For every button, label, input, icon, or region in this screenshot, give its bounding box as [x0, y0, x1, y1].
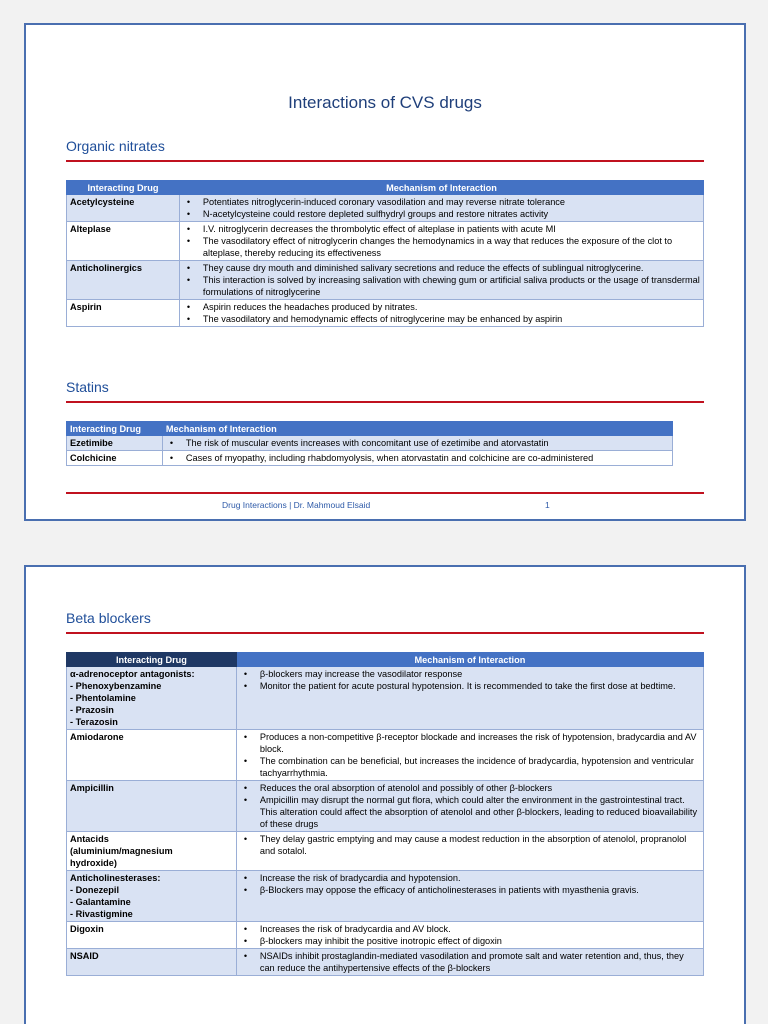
mechanism-point: • Ampicillin may disrupt the normal gut flora, which could alter the environment in the gastrointestinal tract. This alteration could affect the absorption of atenolol and other β-blockers, leading to reduced bioavailability of these drugs: [240, 794, 700, 830]
table-row: [67, 300, 704, 327]
section-rule: [66, 632, 704, 634]
table-row: [67, 949, 704, 976]
mechanism-point: • Reduces the oral absorption of atenolol and possibly of other β-blockers: [240, 782, 700, 794]
mechanism-point: • Increase the risk of bradycardia and hypotension.: [240, 872, 700, 884]
mechanism-cell: [179, 222, 703, 261]
footer-page-number: 1: [545, 500, 550, 510]
mechanism-cell: [236, 730, 703, 781]
column-header-mechanism: Mechanism of Interaction: [179, 181, 703, 195]
drug-cell: [67, 730, 237, 781]
document-page-1: [24, 23, 746, 521]
drug-line: Antacids: [70, 834, 109, 844]
table-row: [67, 667, 704, 730]
mechanism-point: • NSAIDs inhibit prostaglandin-mediated vasodilation and promote salt and water retention and, thus, they can reduce the antihypertensive effects of the β-blockers: [240, 950, 700, 974]
mechanism-cell: [179, 195, 703, 222]
mechanism-cell: [179, 300, 703, 327]
table-row: [67, 922, 704, 949]
mechanism-point: • Increases the risk of bradycardia and AV block.: [240, 923, 700, 935]
mechanism-point: • Monitor the patient for acute postural hypotension. It is recommended to take the first dose at bedtime.: [240, 680, 700, 692]
table-row: [67, 222, 704, 261]
table-row: [67, 436, 673, 451]
drug-line: - Phenoxybenzamine: [70, 681, 162, 691]
table-header-row: [67, 422, 673, 436]
mechanism-cell: [236, 832, 703, 871]
mechanism-point: • This interaction is solved by increasing salivation with chewing gum or artificial saliva products or the usage of transdermal formulations of nitroglycerine: [183, 274, 700, 298]
mechanism-point: • They delay gastric emptying and may cause a modest reduction in the absorption of atenolol, propranolol and sotalol.: [240, 833, 700, 857]
mechanism-cell: [162, 436, 672, 451]
drug-cell: [67, 949, 237, 976]
section-rule: [66, 160, 704, 162]
drug-cell: Acetylcysteine: [67, 195, 180, 222]
footer-text: Drug Interactions | Dr. Mahmoud Elsaid: [222, 500, 371, 510]
footer-rule: [66, 492, 704, 494]
drug-cell: [67, 667, 237, 730]
drug-cell: [67, 871, 237, 922]
mechanism-point: • β-blockers may increase the vasodilator response: [240, 668, 700, 680]
drug-cell: Ezetimibe: [67, 436, 163, 451]
document-page-2: [24, 565, 746, 1024]
mechanism-point: • I.V. nitroglycerin decreases the thrombolytic effect of alteplase in patients with acute MI: [183, 223, 700, 235]
mechanism-point: • The vasodilatory effect of nitroglycerin changes the hemodynamics in a way that reduces the exposure of the clot to alteplase, thereby reducing its effectiveness: [183, 235, 700, 259]
column-header-drug: Interacting Drug: [67, 653, 237, 667]
drug-cell: Aspirin: [67, 300, 180, 327]
mechanism-point: • Potentiates nitroglycerin-induced coronary vasodilation and may reverse nitrate tolerance: [183, 196, 700, 208]
mechanism-point: • Aspirin reduces the headaches produced by nitrates.: [183, 301, 700, 313]
drug-line: - Prazosin: [70, 705, 114, 715]
section-heading-beta-blockers: Beta blockers: [66, 610, 151, 626]
drug-line: (aluminium/magnesium: [70, 846, 173, 856]
column-header-drug: Interacting Drug: [67, 181, 180, 195]
table-header-row: [67, 181, 704, 195]
drug-line: - Terazosin: [70, 717, 118, 727]
mechanism-cell: [236, 871, 703, 922]
statins-table: [66, 421, 673, 466]
drug-line: - Galantamine: [70, 897, 131, 907]
mechanism-point: • Cases of myopathy, including rhabdomyolysis, when atorvastatin and colchicine are co-administered: [166, 452, 669, 464]
mechanism-point: • Produces a non-competitive β-receptor blockade and increases the risk of hypotension, bradycardia and AV block.: [240, 731, 700, 755]
drug-line: Anticholinesterases:: [70, 873, 161, 883]
mechanism-cell: [236, 667, 703, 730]
section-heading-nitrates: Organic nitrates: [66, 138, 165, 154]
mechanism-cell: [236, 922, 703, 949]
mechanism-point: • The combination can be beneficial, but increases the incidence of bradycardia, hypotension and ventricular tachyarrhythmia.: [240, 755, 700, 779]
drug-line: hydroxide): [70, 858, 117, 868]
column-header-mechanism: Mechanism of Interaction: [162, 422, 672, 436]
document-title: Interactions of CVS drugs: [288, 93, 482, 112]
mechanism-point: • The vasodilatory and hemodynamic effects of nitroglycerine may be enhanced by aspirin: [183, 313, 700, 325]
mechanism-cell: [162, 451, 672, 466]
drug-cell: Anticholinergics: [67, 261, 180, 300]
drug-line: α-adrenoceptor antagonists:: [70, 669, 195, 679]
drug-line: Amiodarone: [70, 732, 124, 742]
section-rule: [66, 401, 704, 403]
mechanism-point: • They cause dry mouth and diminished salivary secretions and reduce the effects of sublingual nitroglycerine.: [183, 262, 700, 274]
beta-blockers-table: [66, 652, 704, 976]
nitrates-table: [66, 180, 704, 327]
table-row: [67, 261, 704, 300]
mechanism-cell: [236, 949, 703, 976]
table-row: [67, 451, 673, 466]
section-heading-statins: Statins: [66, 379, 109, 395]
table-row: [67, 871, 704, 922]
mechanism-point: • N-acetylcysteine could restore depleted sulfhydryl groups and restore nitrates activity: [183, 208, 700, 220]
drug-line: Ampicillin: [70, 783, 114, 793]
mechanism-cell: [179, 261, 703, 300]
drug-cell: [67, 832, 237, 871]
mechanism-point: • β-blockers may inhibit the positive inotropic effect of digoxin: [240, 935, 700, 947]
table-row: [67, 781, 704, 832]
drug-line: - Phentolamine: [70, 693, 136, 703]
drug-cell: [67, 781, 237, 832]
drug-line: NSAID: [70, 951, 99, 961]
table-row: [67, 195, 704, 222]
mechanism-point: • β-Blockers may oppose the efficacy of anticholinesterases in patients with myasthenia gravis.: [240, 884, 700, 896]
column-header-drug: Interacting Drug: [67, 422, 163, 436]
column-header-mechanism: Mechanism of Interaction: [236, 653, 703, 667]
drug-cell: Colchicine: [67, 451, 163, 466]
mechanism-cell: [236, 781, 703, 832]
table-row: [67, 730, 704, 781]
table-row: [67, 832, 704, 871]
drug-line: Digoxin: [70, 924, 104, 934]
drug-line: - Donezepil: [70, 885, 120, 895]
drug-line: - Rivastigmine: [70, 909, 133, 919]
drug-cell: [67, 922, 237, 949]
table-header-row: [67, 653, 704, 667]
drug-cell: Alteplase: [67, 222, 180, 261]
mechanism-point: • The risk of muscular events increases with concomitant use of ezetimibe and atorvastatin: [166, 437, 669, 449]
